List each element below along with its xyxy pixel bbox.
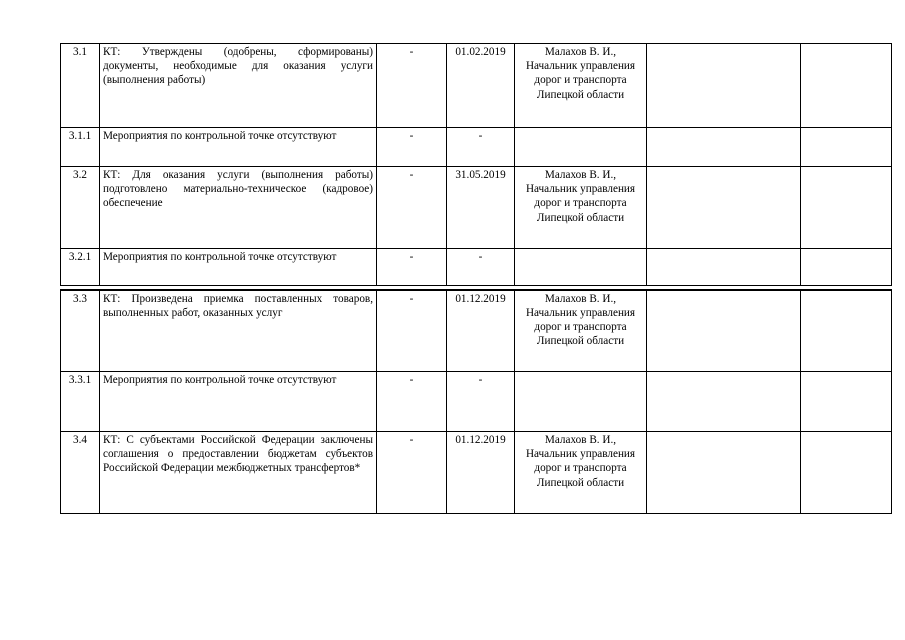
row-col6: [647, 290, 801, 372]
row-end-date: 01.12.2019: [447, 432, 515, 514]
row-col7: [801, 44, 892, 128]
row-name: КТ: Утверждены (одобрены, сформированы) документы, необходимые для оказания услуги (выполнения работы): [100, 44, 377, 128]
row-start: -: [377, 432, 447, 514]
row-responsible: Малахов В. И., Начальник управления дорог и транспорта Липецкой области: [515, 432, 647, 514]
row-number: 3.3: [61, 290, 100, 372]
row-number: 3.3.1: [61, 372, 100, 432]
row-col7: [801, 290, 892, 372]
row-start: -: [377, 290, 447, 372]
table-row: [61, 290, 892, 372]
row-col7: [801, 128, 892, 167]
row-end-date: 01.02.2019: [447, 44, 515, 128]
table-row: [61, 372, 892, 432]
row-start: -: [377, 167, 447, 249]
row-number: 3.1: [61, 44, 100, 128]
row-end-date: 01.12.2019: [447, 290, 515, 372]
row-end-date: -: [447, 128, 515, 167]
row-number: 3.2: [61, 167, 100, 249]
table-row: [61, 167, 892, 249]
row-name: КТ: Произведена приемка поставленных товаров, выполненных работ, оказанных услуг: [100, 290, 377, 372]
row-number: 3.1.1: [61, 128, 100, 167]
row-responsible: [515, 249, 647, 286]
row-number: 3.4: [61, 432, 100, 514]
row-end-date: -: [447, 372, 515, 432]
row-col6: [647, 249, 801, 286]
row-name: Мероприятия по контрольной точке отсутствуют: [100, 128, 377, 167]
row-number: 3.2.1: [61, 249, 100, 286]
row-end-date: 31.05.2019: [447, 167, 515, 249]
row-start: -: [377, 128, 447, 167]
row-name: Мероприятия по контрольной точке отсутствуют: [100, 249, 377, 286]
row-col6: [647, 432, 801, 514]
row-responsible: Малахов В. И., Начальник управления дорог и транспорта Липецкой области: [515, 290, 647, 372]
table-row: [61, 44, 892, 128]
row-responsible: Малахов В. И., Начальник управления дорог и транспорта Липецкой области: [515, 44, 647, 128]
row-responsible: [515, 128, 647, 167]
row-name: Мероприятия по контрольной точке отсутствуют: [100, 372, 377, 432]
row-col7: [801, 432, 892, 514]
row-col7: [801, 167, 892, 249]
row-col7: [801, 372, 892, 432]
row-responsible: Малахов В. И., Начальник управления дорог и транспорта Липецкой области: [515, 167, 647, 249]
row-col6: [647, 167, 801, 249]
row-col7: [801, 249, 892, 286]
table-row: [61, 249, 892, 286]
row-name: КТ: С субъектами Российской Федерации заключены соглашения о предоставлении бюджетам субъектов Российской Федерации межбюджетных трансфертов*: [100, 432, 377, 514]
row-col6: [647, 44, 801, 128]
row-responsible: [515, 372, 647, 432]
row-start: -: [377, 372, 447, 432]
row-col6: [647, 372, 801, 432]
table-row: [61, 432, 892, 514]
row-end-date: -: [447, 249, 515, 286]
row-start: -: [377, 249, 447, 286]
control-points-table: [60, 43, 892, 514]
row-col6: [647, 128, 801, 167]
row-name: КТ: Для оказания услуги (выполнения работы) подготовлено материально-техническое (кадровое) обеспечение: [100, 167, 377, 249]
table-row: [61, 128, 892, 167]
row-start: -: [377, 44, 447, 128]
